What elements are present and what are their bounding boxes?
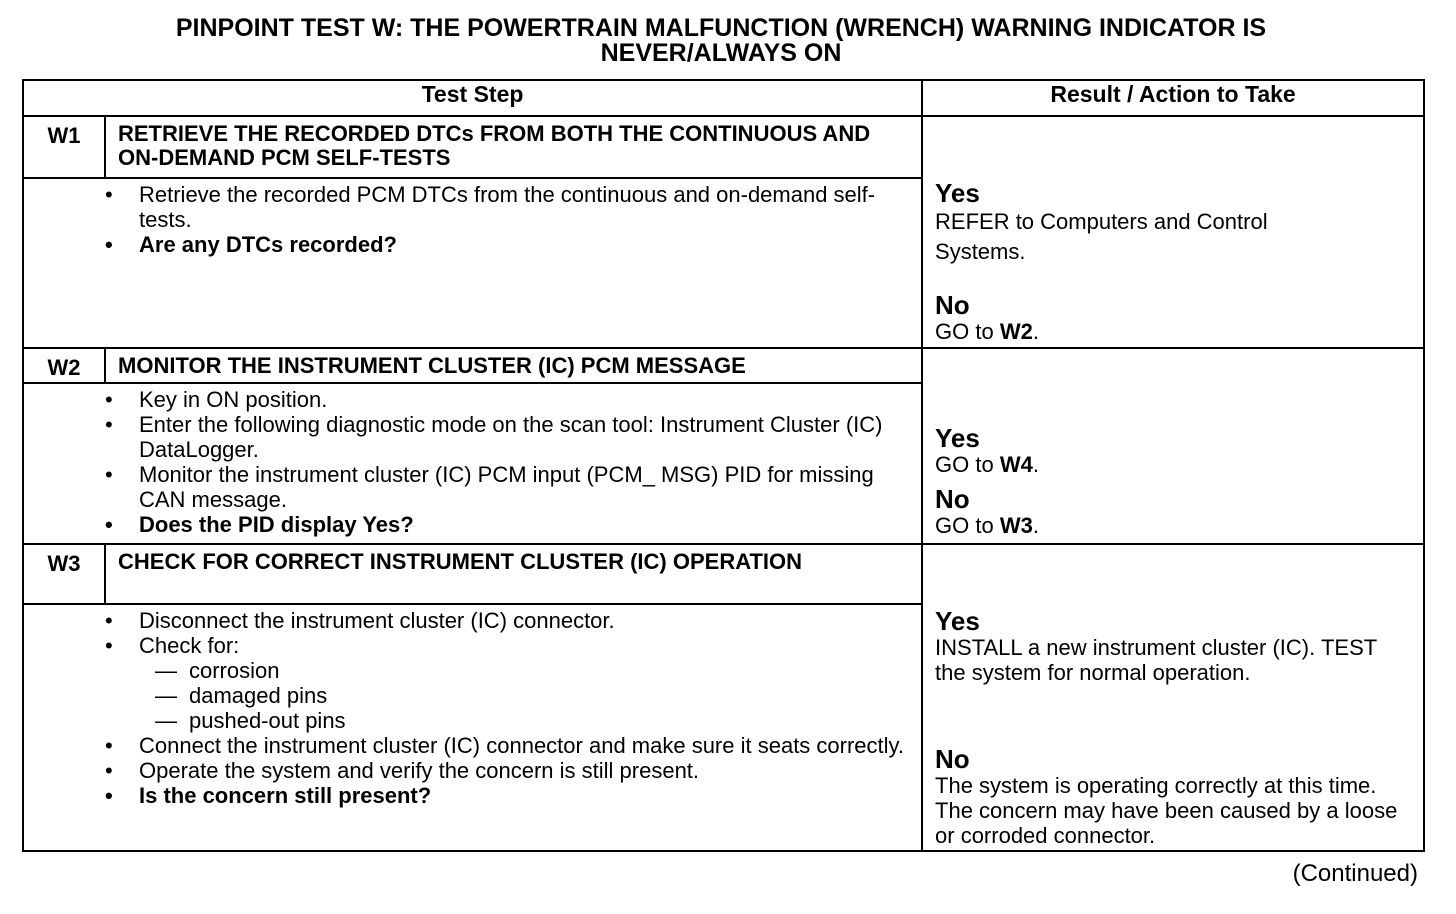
list-sub-item: — damaged pins [155,683,328,708]
result-yes-label: Yes [935,178,980,208]
column-header-test-step: Test Step [23,80,922,116]
result-yes-text: INSTALL a new instrument cluster (IC). TEST the system for normal operation. [935,635,1377,685]
list-item: • Retrieve the recorded PCM DTCs from the continuous and on-demand self-tests. [105,182,876,232]
step-w3-title-row [23,544,1424,604]
result-no-label: No [935,290,970,320]
step-bullet-list [13,182,911,257]
result-yes-label: Yes [935,606,980,636]
result-no-text: The system is operating correctly at this time. The concern may have been caused by a loose or corroded connector. [935,773,1398,848]
list-item: • Disconnect the instrument cluster (IC) connector. [105,608,615,633]
list-item: • Key in ON position. [105,387,328,412]
list-sub-item: — pushed-out pins [155,708,346,733]
result-no-label: No [935,484,970,514]
step-title: MONITOR THE INSTRUMENT CLUSTER (IC) PCM MESSAGE [105,348,922,383]
step-question: • Does the PID display Yes? [105,512,414,537]
column-header-result: Result / Action to Take [922,80,1424,116]
step-body [105,178,922,348]
step-body [105,604,922,851]
pinpoint-test-table [22,79,1425,852]
step-title: CHECK FOR CORRECT INSTRUMENT CLUSTER (IC) OPERATION [105,544,922,604]
list-item: • Enter the following diagnostic mode on the scan tool: Instrument Cluster (IC) DataLogger. [105,412,883,462]
step-body [105,383,922,544]
list-item: • Monitor the instrument cluster (IC) PCM input (PCM_ MSG) PID for missing CAN message. [105,462,874,512]
step-id: W2 [23,348,105,383]
list-item: • Operate the system and verify the concern is still present. [105,758,700,783]
step-w1-title-row [23,116,1424,178]
step-id: W3 [23,544,105,604]
list-sub-item: — corrosion [155,658,280,683]
step-id: W1 [23,116,105,178]
continued-label: (Continued) [1292,860,1418,887]
step-w3-result [922,544,1424,851]
result-yes-label: Yes [935,423,980,453]
step-question: • Is the concern still present? [105,783,432,808]
step-title: RETRIEVE THE RECORDED DTCs FROM BOTH THE CONTINUOUS AND ON-DEMAND PCM SELF-TESTS [105,116,922,178]
table-header-row [23,80,1424,116]
result-no-text: GO to W3. [935,513,1039,538]
title-line-1: PINPOINT TEST W: THE POWERTRAIN MALFUNCTION (WRENCH) WARNING INDICATOR IS [175,14,1267,42]
result-no-label: No [935,744,970,774]
result-yes-text: GO to W4. [935,452,1039,477]
title-line-2: NEVER/ALWAYS ON [600,39,842,67]
step-bullet-list [105,387,911,537]
step-question: • Are any DTCs recorded? [105,232,397,257]
list-item: • Check for: [105,633,240,658]
step-w1-result [922,116,1424,348]
page-title [0,16,1442,66]
list-item: • Connect the instrument cluster (IC) connector and make sure it seats correctly. [105,733,905,758]
step-w2-title-row [23,348,1424,383]
step-bullet-list [105,608,911,808]
result-no-text: GO to W2. [935,319,1039,344]
step-w2-result [922,348,1424,544]
result-yes-text: REFER to Computers and Control Systems. [935,209,1268,264]
